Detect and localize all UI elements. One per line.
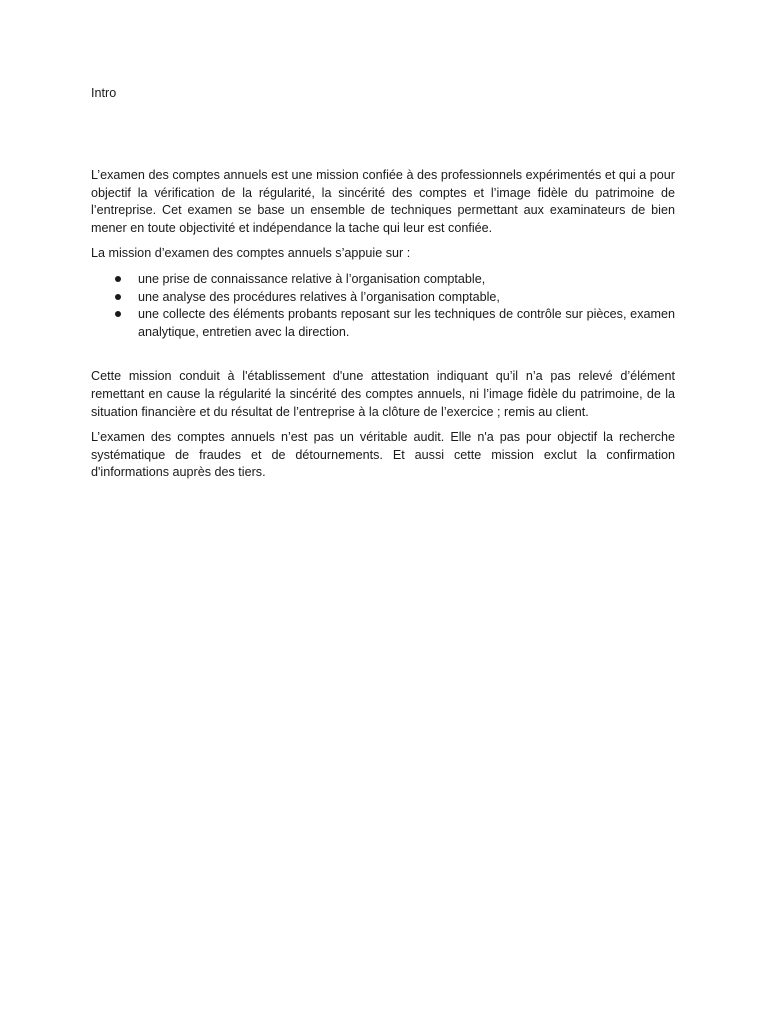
paragraph-mission-basis: La mission d’examen des comptes annuels s’appuie sur :: [91, 246, 411, 261]
list-item: [91, 306, 675, 341]
document-title: Intro: [91, 86, 117, 100]
paragraph-not-audit: L’examen des comptes annuels n’est pas un véritable audit. Elle n'a pas pour objectif la recherche systématique de fraudes et de détournements. Et aussi cette mission exclut la confirmation d'informations auprès des tiers.: [91, 430, 675, 480]
bullet-icon: [115, 311, 121, 317]
list-item: [91, 289, 675, 307]
list-item: [91, 271, 675, 289]
bullet-icon: [115, 276, 121, 282]
list-item-text: une analyse des procédures relatives à l’organisation comptable,: [138, 289, 500, 304]
bullet-list: [91, 271, 675, 341]
paragraph-intro: L’examen des comptes annuels est une mission confiée à des professionnels expérimentés et qui a pour objectif la vérification de la régularité, la sincérité des comptes et l’image fidèle du patrimoine de l’entreprise. Cet examen se base un ensemble de techniques permettant aux examinateurs de bien mener en toute objectivité et indépendance la tache qui leur est confiée.: [91, 168, 675, 235]
list-item-text: une prise de connaissance relative à l’organisation comptable,: [138, 271, 486, 286]
document-page: [91, 85, 675, 482]
paragraph-attestation: Cette mission conduit à l'établissement d'une attestation indiquant qu’il n’a pas relevé d’élément remettant en cause la régularité la sincérité des comptes annuels, ni l’image fidèle du patrimoine, de la situation financière et du résultat de l’entreprise à la clôture de l’exercice ; remis au client.: [91, 369, 675, 419]
list-item-text: une collecte des éléments probants reposant sur les techniques de contrôle sur pièces, examen analytique, entretien avec la direction.: [138, 307, 675, 339]
bullet-icon: [115, 294, 121, 300]
